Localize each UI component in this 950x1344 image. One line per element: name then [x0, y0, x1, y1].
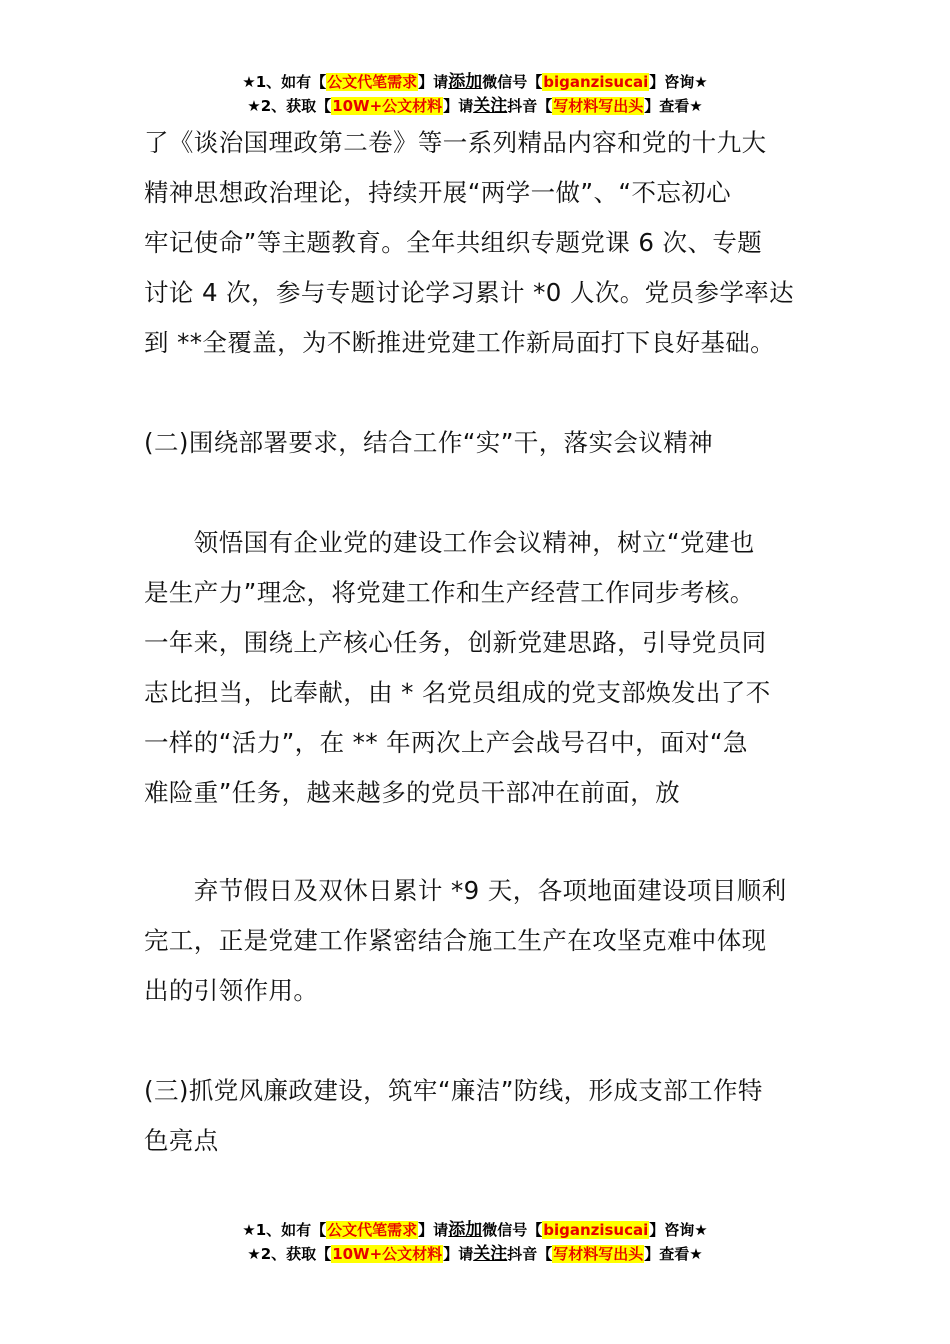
banner-text: 抖音【: [507, 97, 553, 115]
text-line: 难险重”任务，越来越多的党员干部冲在前面，放: [144, 778, 680, 807]
paragraph-1: [144, 118, 808, 368]
text-line: 是生产力”理念，将党建工作和生产经营工作同步考核。: [144, 578, 755, 607]
banner-text: 】请: [418, 1221, 449, 1239]
banner-highlight: biganzisucai: [543, 73, 649, 91]
banner-emphasis: 关注: [473, 96, 508, 116]
section-heading-3: [144, 1066, 808, 1166]
text-line: 一年来，围绕上产核心任务，创新党建思路，引导党员同: [144, 628, 767, 657]
text-line: 一样的“活力”，在 ** 年两次上产会战号召中，面对“急: [144, 728, 748, 757]
banner-line-1: [0, 70, 950, 94]
banner-highlight: 写材料写出头: [553, 97, 644, 115]
banner-text: 】请: [443, 1245, 474, 1263]
text-line: 了《谈治国理政第二卷》等一系列精品内容和党的十九大: [144, 128, 767, 157]
heading-line: 色亮点: [144, 1126, 219, 1155]
banner-highlight: 写材料写出头: [553, 1245, 644, 1263]
banner-text: ★2、获取【: [247, 97, 332, 115]
text-line: 精神思想政治理论，持续开展“两学一做”、“不忘初心: [144, 178, 732, 207]
section-heading-2: [144, 418, 808, 468]
heading-line: (二)围绕部署要求，结合工作“实”干，落实会议精神: [144, 428, 713, 457]
banner-emphasis: 添加: [448, 1220, 483, 1240]
banner-highlight: 公文代笔需求: [327, 1221, 418, 1239]
text-line: 领悟国有企业党的建设工作会议精神，树立“党建也: [144, 528, 755, 557]
text-line: 志比担当，比奉献，由 * 名党员组成的党支部焕发出了不: [144, 678, 771, 707]
banner-text: 】咨询★: [649, 73, 708, 91]
banner-text: 】请: [418, 73, 449, 91]
header-banner: [0, 70, 950, 118]
paragraph-3: [144, 866, 808, 1016]
banner-text: 微信号【: [482, 1221, 543, 1239]
banner-text: 微信号【: [482, 73, 543, 91]
text-line: 到 **全覆盖，为不断推进党建工作新局面打下良好基础。: [144, 328, 776, 357]
heading-line: (三)抓党风廉政建设，筑牢“廉洁”防线，形成支部工作特: [144, 1076, 763, 1105]
banner-text: ★2、获取【: [247, 1245, 332, 1263]
text-line: 完工，正是党建工作紧密结合施工生产在攻坚克难中体现: [144, 926, 767, 955]
text-line: 讨论 4 次，参与专题讨论学习累计 *0 人次。党员参学率达: [144, 278, 795, 307]
text-line: 出的引领作用。: [144, 976, 319, 1005]
banner-highlight: 10W+公文材料: [332, 1245, 443, 1263]
banner-highlight: 公文代笔需求: [327, 73, 418, 91]
banner-text: ★1、如有【: [242, 1221, 327, 1239]
banner-line-2: [0, 94, 950, 118]
banner-text: 】咨询★: [649, 1221, 708, 1239]
banner-emphasis: 添加: [448, 72, 483, 92]
banner-text: 抖音【: [507, 1245, 553, 1263]
banner-text: 】请: [443, 97, 474, 115]
banner-text: 】查看★: [644, 97, 703, 115]
paragraph-2: [144, 518, 808, 818]
banner-text: ★1、如有【: [242, 73, 327, 91]
banner-line-2: [0, 1242, 950, 1266]
banner-highlight: 10W+公文材料: [332, 97, 443, 115]
text-line: 弃节假日及双休日累计 *9 天，各项地面建设项目顺利: [144, 876, 787, 905]
footer-banner: [0, 1218, 950, 1266]
banner-emphasis: 关注: [473, 1244, 508, 1264]
text-line: 牢记使命”等主题教育。全年共组织专题党课 6 次、专题: [144, 228, 763, 257]
banner-highlight: biganzisucai: [543, 1221, 649, 1239]
banner-text: 】查看★: [644, 1245, 703, 1263]
banner-line-1: [0, 1218, 950, 1242]
